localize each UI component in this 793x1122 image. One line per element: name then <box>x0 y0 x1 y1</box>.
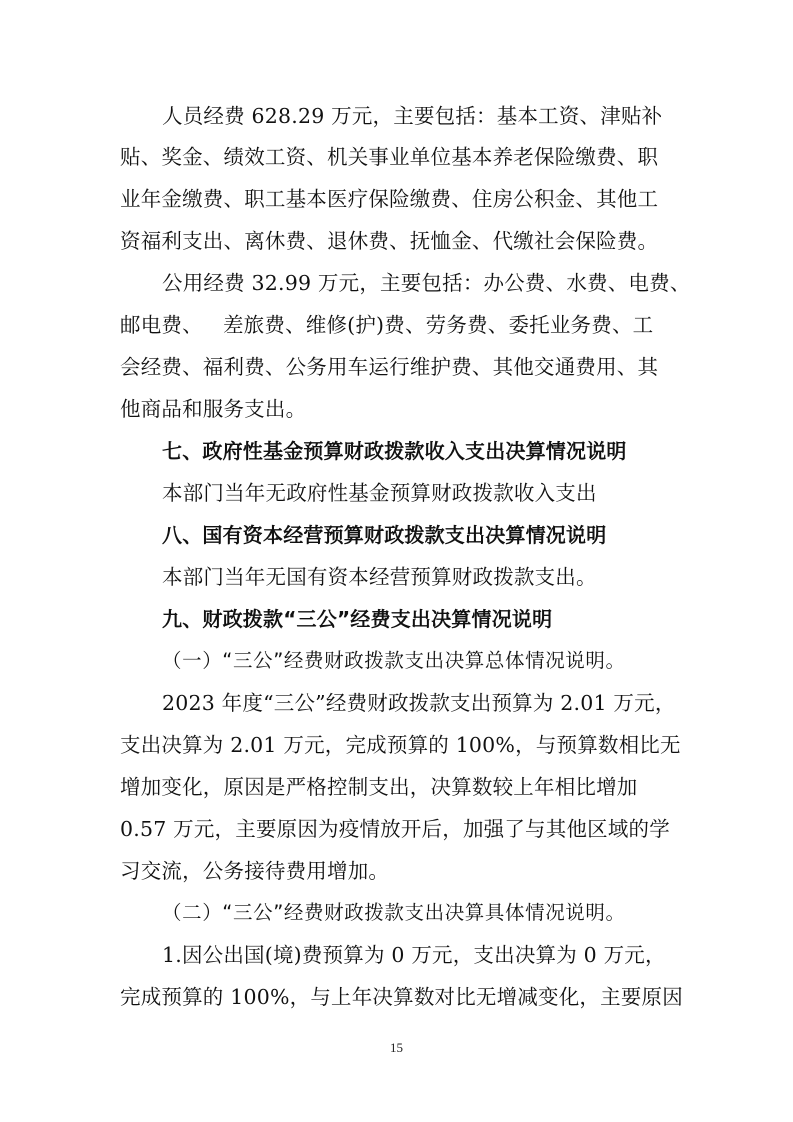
section-heading: 九、财政拨款“三公”经费支出决算情况说明 <box>162 607 553 631</box>
paragraph-line: 支出决算为 2.01 万元，完成预算的 100%，与预算数相比无 <box>120 733 681 757</box>
paragraph-line: 本部门当年无国有资本经营预算财政拨款支出。 <box>162 565 597 589</box>
paragraph-line: 资福利支出、离休费、退休费、抚恤金、代缴社会保险费。 <box>120 229 659 253</box>
paragraph-line: 业年金缴费、职工基本医疗保险缴费、住房公积金、其他工 <box>120 187 659 211</box>
paragraph-line: 增加变化，原因是严格控制支出，决算数较上年相比增加 <box>120 775 638 799</box>
section-heading: 八、国有资本经营预算财政拨款支出决算情况说明 <box>162 523 607 547</box>
paragraph-line: 会经费、福利费、公务用车运行维护费、其他交通费用、其 <box>120 355 659 379</box>
paragraph-line: 邮电费、 差旅费、维修(护)费、劳务费、委托业务费、工 <box>120 313 654 337</box>
paragraph-line: 习交流，公务接待费用增加。 <box>120 859 390 883</box>
subsection-heading: （一）“三公”经费财政拨款支出决算总体情况说明。 <box>162 649 626 672</box>
page-number: 15 <box>390 1040 403 1055</box>
paragraph-line: 人员经费 628.29 万元，主要包括：基本工资、津贴补 <box>162 104 663 128</box>
paragraph-line: 贴、奖金、绩效工资、机关事业单位基本养老保险缴费、职 <box>120 145 659 169</box>
paragraph-line: 公用经费 32.99 万元，主要包括：办公费、水费、电费、 <box>162 271 691 295</box>
subsection-heading: （二）“三公”经费财政拨款支出决算具体情况说明。 <box>162 901 626 924</box>
paragraph-line: 1.因公出国(境)费预算为 0 万元，支出决算为 0 万元， <box>162 943 666 967</box>
paragraph-line: 2023 年度“三公”经费财政拨款支出预算为 2.01 万元， <box>162 691 676 715</box>
paragraph-line: 0.57 万元，主要原因为疫情放开后，加强了与其他区域的学 <box>120 817 670 841</box>
paragraph-line: 本部门当年无政府性基金预算财政拨款收入支出 <box>162 481 597 505</box>
paragraph-line: 完成预算的 100%，与上年决算数对比无增减变化，主要原因 <box>120 985 683 1009</box>
paragraph-line: 他商品和服务支出。 <box>120 397 307 421</box>
section-heading: 七、政府性基金预算财政拨款收入支出决算情况说明 <box>162 439 627 463</box>
